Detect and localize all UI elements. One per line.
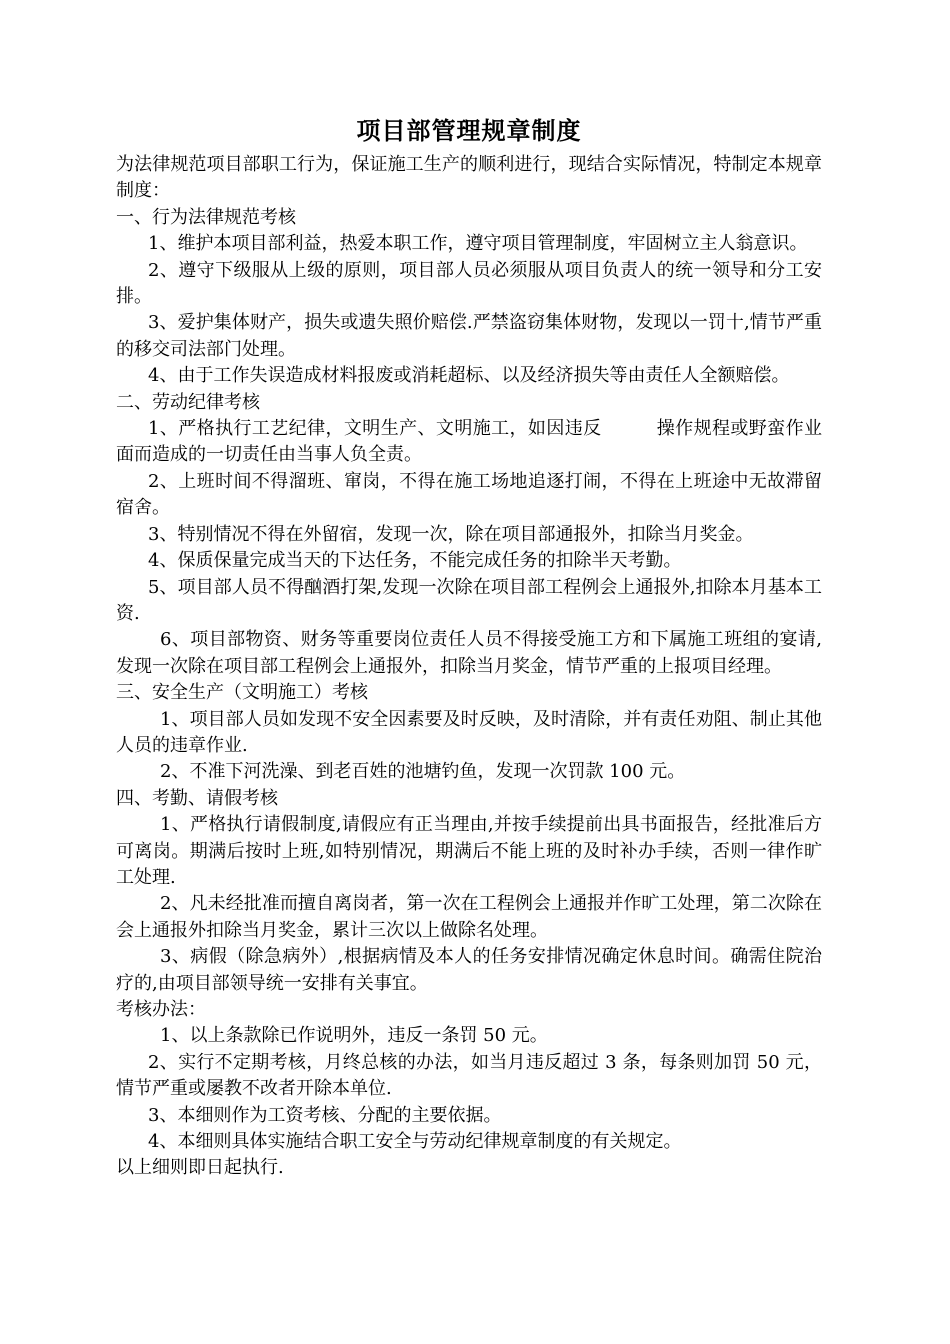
clause-paragraph: 6、项目部物资、财务等重要岗位责任人员不得接受施工方和下属施工班组的宴请,发现一次除在项目部工程例会上通报外，扣除当月奖金，情节严重的上报项目经理。: [116, 629, 822, 677]
clause-paragraph: 4、本细则具体实施结合职工安全与劳动纪律规章制度的有关规定。: [148, 1131, 682, 1153]
clause-paragraph: 4、保质保量完成当天的下达任务，不能完成任务的扣除半天考勤。: [148, 550, 682, 572]
section-heading-behavior: 一、行为法律规范考核: [116, 206, 296, 228]
clause-paragraph: 3、特别情况不得在外留宿，发现一次，除在项目部通报外，扣除当月奖金。: [148, 523, 754, 545]
clause-paragraph: 4、由于工作失误造成材料报废或消耗超标、以及经济损失等由责任人全额赔偿。: [148, 365, 790, 387]
closing-paragraph: 以上细则即日起执行.: [116, 1157, 284, 1179]
intro-paragraph: 为法律规范项目部职工行为，保证施工生产的顺利进行，现结合实际情况，特制定本规章制度：: [116, 154, 822, 202]
clause-paragraph: 3、病假（除急病外）,根据病情及本人的任务安排情况确定休息时间。确需住院治疗的,由项目部领导统一安排有关事宜。: [116, 946, 822, 994]
clause-paragraph: 1、严格执行请假制度,请假应有正当理由,并按手续提前出具书面报告，经批准后方可离岗。期满后按时上班,如特别情况，期满后不能上班的及时补办手续，否则一律作旷工处理.: [116, 814, 822, 888]
clause-paragraph: 3、爱护集体财产，损失或遗失照价赔偿.严禁盗窃集体财物，发现以一罚十,情节严重的移交司法部门处理。: [116, 312, 822, 360]
document-body: [116, 152, 822, 1182]
document-title: 项目部管理规章制度: [356, 116, 582, 145]
section-heading-safety: 三、安全生产（文明施工）考核: [116, 682, 368, 704]
document-page: [116, 112, 822, 1182]
clause-paragraph: 3、本细则作为工资考核、分配的主要依据。: [148, 1104, 502, 1126]
section-heading-labor-discipline: 二、劳动纪律考核: [116, 391, 260, 413]
section-heading-assessment-methods: 考核办法：: [116, 999, 206, 1020]
clause-paragraph: 2、遵守下级服从上级的原则，项目部人员必须服从项目负责人的统一领导和分工安排。: [116, 259, 822, 308]
clause-paragraph: 1、项目部人员如发现不安全因素要及时反映，及时清除，并有责任劝阻、制止其他人员的违章作业.: [116, 708, 822, 756]
clause-paragraph: 1、以上条款除已作说明外，违反一条罚 50 元。: [160, 1025, 548, 1047]
clause-paragraph: 5、项目部人员不得酗酒打架,发现一次除在项目部工程例会上通报外,扣除本月基本工资.: [116, 576, 822, 624]
clause-paragraph: 1、维护本项目部利益，热爱本职工作，遵守项目管理制度，牢固树立主人翁意识。: [148, 233, 808, 255]
clause-paragraph: 2、不准下河洗澡、到老百姓的池塘钓鱼，发现一次罚款 100 元。: [160, 761, 686, 783]
clause-paragraph: 2、凡未经批准而擅自离岗者，第一次在工程例会上通报并作旷工处理，第二次除在会上通报外扣除当月奖金，累计三次以上做除名处理。: [116, 893, 822, 941]
clause-paragraph: 1、严格执行工艺纪律，文明生产、文明施工，如因违反 操作规程或野蛮作业面而造成的一切责任由当事人负全责。: [116, 418, 822, 466]
clause-paragraph: 2、实行不定期考核，月终总核的办法，如当月违反超过 3 条，每条则加罚 50 元，情节严重或屡教不改者开除本单位.: [116, 1051, 822, 1100]
clause-paragraph: 2、上班时间不得溜班、窜岗，不得在施工场地追逐打闹，不得在上班途中无故滞留宿舍。: [116, 470, 822, 519]
section-heading-attendance: 四、考勤、请假考核: [116, 787, 278, 809]
